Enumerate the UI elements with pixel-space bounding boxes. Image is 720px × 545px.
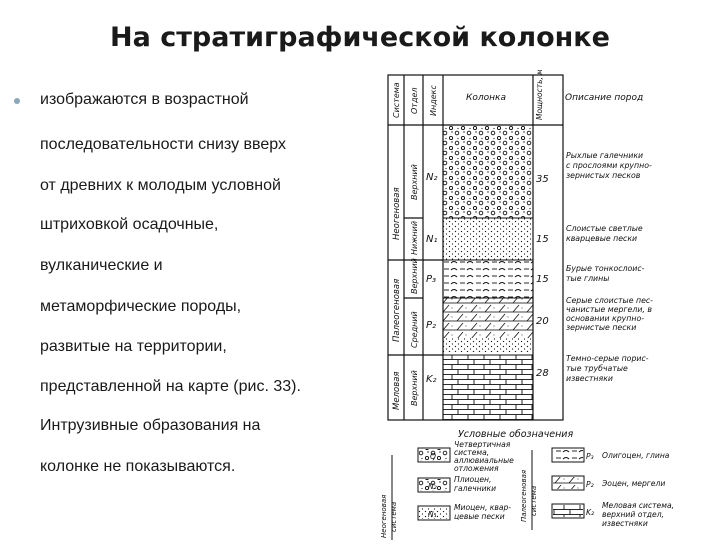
legend-code: N₂ <box>428 482 437 491</box>
legend-title: Условные обозначения <box>458 429 574 440</box>
thickness-k2: 28 <box>536 368 549 379</box>
litho-sand <box>443 218 533 260</box>
litho-clay <box>443 260 533 298</box>
desc-line: основании крупно- <box>566 314 645 323</box>
legend-code: Q <box>430 452 436 461</box>
bullet-line: развитые на территории, <box>40 338 227 355</box>
system-paleogene: Палеогеновая <box>392 278 402 342</box>
header-thickness: Мощность, м <box>535 70 544 120</box>
desc-line: зернистые пески <box>566 323 637 332</box>
system-neogene: Неогеновая <box>392 187 402 240</box>
legend-code: K₂ <box>586 508 595 517</box>
legend-group-left: система <box>390 501 398 532</box>
desc-line: Темно-серые порис- <box>566 354 649 363</box>
desc-line: Серые слоистые пес- <box>566 296 653 305</box>
litho-basal-sand <box>443 338 533 352</box>
index-p2: P₂ <box>426 320 437 331</box>
legend-text: аллювиальные <box>454 456 514 465</box>
system-cretaceous: Меловая <box>392 371 402 410</box>
stratigraphic-column-figure <box>370 70 715 540</box>
legend-text: Плиоцен, <box>454 475 492 484</box>
bullet-line: Интрузивные образования на <box>40 417 261 434</box>
thickness-p2: 20 <box>536 316 549 327</box>
legend-code: P₂ <box>586 480 594 489</box>
desc-line: кварцевые пески <box>566 234 638 243</box>
legend-code: N₁ <box>428 510 437 519</box>
legend-text: отложения <box>454 464 499 473</box>
section-middle-paleogene: Средний <box>410 311 419 348</box>
index-n1: N₁ <box>426 234 438 245</box>
desc-line: Слоистые светлые <box>566 224 643 233</box>
descriptions <box>566 151 653 383</box>
bullet-line: вулканические и <box>40 257 163 274</box>
index-n2: N₂ <box>426 172 438 183</box>
litho-limestone <box>443 355 533 420</box>
bullet-line: от древних к молодым условной <box>40 177 281 194</box>
desc-line: тые трубчатые <box>566 364 628 373</box>
thickness-n1: 15 <box>536 234 549 245</box>
slide-title: На стратиграфической колонке <box>110 22 610 53</box>
desc-line: Рыхлые галечники <box>566 151 644 160</box>
section-upper-cretaceous: Верхний <box>410 370 419 406</box>
legend-group-right: Палеогеновая <box>520 469 528 522</box>
section-upper-paleogene: Верхний <box>410 258 419 294</box>
thickness-n2: 35 <box>536 174 549 185</box>
section-lower-neogene: Нижний <box>410 220 419 255</box>
legend-text: известняки <box>602 519 648 528</box>
legend-text: Меловая система, <box>602 501 675 510</box>
desc-line: Бурые тонкослоис- <box>566 264 645 273</box>
header-description: Описание пород <box>565 93 644 103</box>
thickness-p3: 15 <box>536 274 549 285</box>
bullet-line: последовательности снизу вверх <box>40 136 286 153</box>
bullet-line: колонке не показываются. <box>40 458 236 475</box>
bullet-line: штриховкой осадочные, <box>40 216 219 233</box>
header-section: Отдел <box>410 87 419 114</box>
legend-text: цевые пески <box>454 512 505 521</box>
legend-code: P₃ <box>586 452 594 461</box>
index-k2: K₂ <box>426 374 437 385</box>
desc-line: зернистых песков <box>566 171 641 180</box>
bullet-line: метаморфические породы, <box>40 298 242 315</box>
legend-text: Олигоцен, глина <box>602 451 670 460</box>
header-system: Система <box>392 82 401 118</box>
desc-line: тые глины <box>566 274 610 283</box>
header-column: Колонка <box>466 93 506 103</box>
legend-text: Миоцен, квар- <box>454 503 512 512</box>
legend-group-right: система <box>530 485 538 516</box>
litho-marl <box>443 298 533 338</box>
desc-line: с прослоями крупно- <box>566 161 652 170</box>
desc-line: известняки <box>566 374 613 383</box>
bullet-line: изображаются в возрастной <box>40 91 249 108</box>
bullet-icon <box>14 98 20 104</box>
legend-text: верхний отдел, <box>602 510 664 519</box>
legend-text: Четвертичная <box>454 440 511 449</box>
header-index: Индекс <box>429 85 438 116</box>
index-p3: P₃ <box>426 274 437 285</box>
section-upper-neogene: Верхний <box>410 164 419 200</box>
litho-gravel <box>443 125 533 218</box>
desc-line: чанистые мергели, в <box>566 305 652 314</box>
legend-text: Эоцен, мергели <box>602 479 666 488</box>
legend-group-left: Неогеновая <box>380 494 388 538</box>
legend-text: галечники <box>454 484 497 493</box>
legend-text: система, <box>454 448 490 457</box>
bullet-line: представленной на карте (рис. 33). <box>40 378 301 395</box>
